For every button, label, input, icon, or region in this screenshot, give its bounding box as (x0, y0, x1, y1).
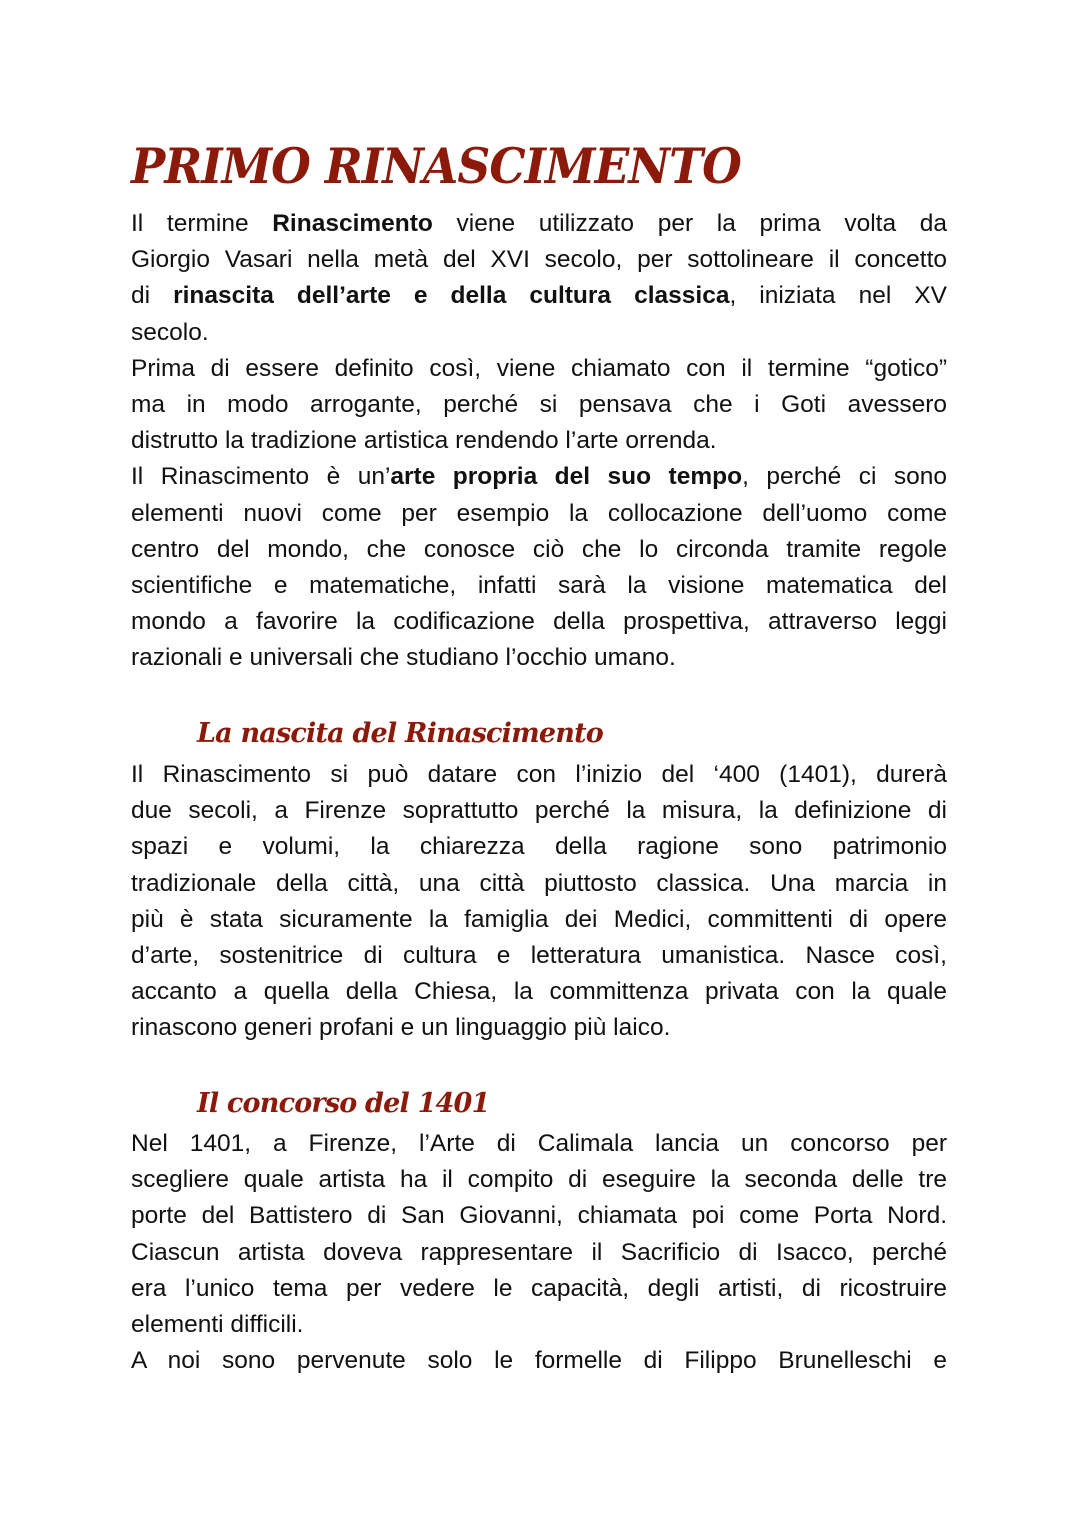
text-line (131, 866, 947, 902)
text-run: Ciascun artista doveva rappresentare il Sacrificio di Isacco, perché (131, 1238, 947, 1266)
text-run: Giorgio Vasari nella metà del XVI secolo, per sottolineare il concetto (131, 246, 947, 274)
text-run: centro del mondo, che conosce ciò che lo circonda tramite regole (131, 535, 947, 563)
bold-text: Rinascimento (272, 210, 433, 237)
text-line (131, 604, 947, 640)
text-run: di (131, 282, 174, 310)
text-run: porte del Battistero di San Giovanni, chiamata poi come Porta Nord. (131, 1202, 947, 1230)
text-line (131, 1198, 947, 1234)
arte-propria-paragraph (131, 459, 947, 676)
text-line (131, 278, 947, 314)
text-line (131, 1162, 947, 1198)
gotico-paragraph (131, 351, 947, 460)
text-line (131, 423, 947, 459)
text-line (131, 793, 947, 829)
concorso-paragraph (131, 1126, 947, 1343)
text-run: razionali e universali che studiano l’occhio umano. (131, 644, 676, 672)
text-line (131, 496, 947, 532)
intro-paragraph (131, 206, 947, 351)
page-title: PRIMO RINASCIMENTO (131, 137, 741, 195)
text-line (131, 351, 947, 387)
text-run: scegliere quale artista ha il compito di eseguire la seconda delle tre (131, 1166, 947, 1194)
text-run: Nel 1401, a Firenze, l’Arte di Calimala lancia un concorso per (131, 1130, 947, 1157)
text-run: accanto a quella della Chiesa, la committenza privata con la quale (131, 978, 947, 1006)
text-line (131, 315, 947, 351)
text-run: , perché ci sono (742, 463, 947, 491)
text-line (131, 974, 947, 1010)
text-run: Il Rinascimento è un’ (131, 463, 391, 491)
text-line (131, 938, 947, 974)
text-run: elementi difficili. (131, 1310, 304, 1338)
text-run: , iniziata nel XV (729, 282, 947, 310)
text-line (131, 1307, 947, 1343)
text-line (131, 640, 947, 676)
text-line (131, 387, 947, 423)
text-line (131, 902, 947, 938)
text-run: d’arte, sostenitrice di cultura e letteratura umanistica. Nasce così, (131, 941, 947, 969)
text-run: più è stata sicuramente la famiglia dei Medici, committenti di opere (131, 905, 947, 933)
text-line (131, 1271, 947, 1307)
bold-text: arte propria del suo tempo (390, 463, 743, 491)
bold-text: rinascita dell’arte e della cultura classica (173, 282, 730, 310)
text-run: era l’unico tema per vedere le capacità, degli artisti, di ricostruire (131, 1274, 947, 1302)
text-run: viene utilizzato per la prima volta da (432, 210, 947, 237)
text-line (131, 459, 947, 495)
text-run: tradizionale della città, una città piuttosto classica. Una marcia in (131, 869, 947, 897)
text-line (131, 568, 947, 604)
text-run: scientifiche e matematiche, infatti sarà la visione matematica del (131, 571, 947, 599)
text-run: ma in modo arrogante, perché si pensava che i Goti avessero (131, 390, 947, 418)
text-run: elementi nuovi come per esempio la collocazione dell’uomo come (131, 499, 947, 527)
text-line (131, 532, 947, 568)
text-run: Il termine (131, 210, 273, 237)
formelle-paragraph (131, 1343, 947, 1379)
text-line (131, 206, 947, 242)
text-run: due secoli, a Firenze soprattutto perché la misura, la definizione di (131, 797, 947, 825)
text-line (131, 1343, 947, 1379)
text-run: distrutto la tradizione artistica rendendo l’arte orrenda. (131, 427, 717, 455)
text-run: A noi sono pervenute solo le formelle di Filippo Brunelleschi e (131, 1347, 947, 1374)
text-line (131, 1126, 947, 1162)
nascita-paragraph (131, 757, 947, 1047)
text-run: rinascono generi profani e un linguaggio più laico. (131, 1014, 671, 1042)
text-run: spazi e volumi, la chiarezza della ragione sono patrimonio (131, 833, 947, 861)
text-line (131, 829, 947, 865)
section-heading-concorso: Il concorso del 1401 (197, 1088, 490, 1119)
text-line (131, 1010, 947, 1046)
text-run: Prima di essere definito così, viene chiamato con il termine “gotico” (131, 354, 947, 382)
text-line (131, 242, 947, 278)
text-run: secolo. (131, 318, 209, 346)
text-line (131, 757, 947, 793)
section-heading-nascita: La nascita del Rinascimento (197, 718, 603, 749)
text-run: mondo a favorire la codificazione della prospettiva, attraverso leggi (131, 608, 947, 636)
text-run: Il Rinascimento si può datare con l’inizio del ‘400 (1401), durerà (131, 761, 947, 788)
text-line (131, 1235, 947, 1271)
